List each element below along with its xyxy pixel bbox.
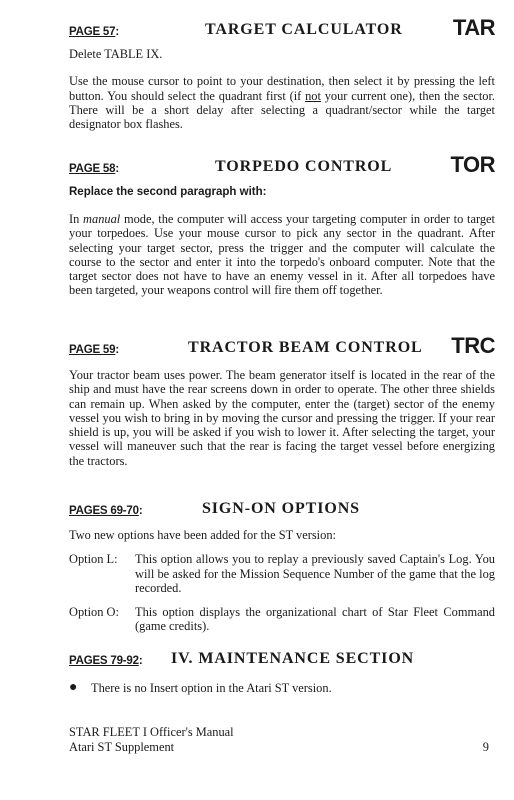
option-label: Option L: (69, 552, 118, 567)
footer-supplement: Atari ST Supplement (69, 740, 175, 754)
footer-manual-title: STAR FLEET I Officer's Manual (69, 725, 234, 739)
section-header (69, 496, 495, 520)
body-paragraph: Your tractor beam uses power. The beam generator itself is located in the rear of the ship and must have the rear screens down in order to operate. The other three shields can remain up. When asked by the computer, enter the (target) sector of the enemy vessel you wish to bring in by moving the cursor and pressing the trigger. If your rear shield is up, you will be asked if you wish to lower it. After selecting the target, your vessel will maneuver such that the rear is facing the target vessel before energizing the tractors. (69, 368, 495, 468)
section-code: TOR (450, 152, 495, 177)
section-title: TORPEDO CONTROL (215, 158, 393, 175)
section-header (69, 17, 495, 41)
page-reference: PAGES 79-92: (69, 655, 143, 667)
option-description: This option displays the organizational chart of Star Fleet Command (game credits). (135, 605, 495, 634)
section-title: TARGET CALCULATOR (205, 21, 403, 38)
page-reference: PAGE 57: (69, 26, 119, 38)
instruction-text: Replace the second paragraph with: (69, 186, 267, 198)
bullet-item (69, 681, 495, 695)
section-maintenance (69, 646, 495, 695)
body-text: Delete TABLE IX. (69, 47, 163, 61)
section-title: IV. MAINTENANCE SECTION (171, 650, 415, 667)
page-reference: PAGE 59: (69, 344, 119, 356)
option-l (69, 552, 495, 595)
option-description: This option allows you to replay a previously saved Captain's Log. You will be asked for the Mission Sequence Number of the game that the log recorded. (135, 552, 495, 595)
section-tractor-beam-control (69, 335, 495, 468)
page-reference: PAGES 69-70: (69, 505, 143, 517)
body-text: Two new options have been added for the ST version: (69, 528, 336, 542)
section-sign-on-options (69, 496, 495, 634)
page-number: 9 (482, 740, 489, 754)
section-target-calculator (69, 17, 495, 131)
page-footer (69, 725, 489, 755)
bullet-icon: ● (69, 680, 78, 695)
section-header (69, 154, 495, 178)
section-title: TRACTOR BEAM CONTROL (188, 339, 423, 356)
section-title: SIGN-ON OPTIONS (202, 500, 360, 517)
section-code: TAR (452, 15, 495, 40)
section-header (69, 646, 495, 670)
section-header (69, 335, 495, 359)
section-code: TRC (451, 333, 495, 358)
option-label: Option O: (69, 605, 119, 620)
page-reference: PAGE 58: (69, 163, 119, 175)
option-o (69, 605, 495, 634)
section-torpedo-control (69, 154, 495, 298)
bullet-text: There is no Insert option in the Atari ST version. (91, 681, 332, 695)
body-paragraph: Use the mouse cursor to point to your destination, then select it by pressing the left button. You should select the quadrant first (if not your current one), then the sector. There will be a short delay after selecting a quadrant/sector while the target designator box flashes. (69, 74, 496, 132)
body-paragraph: In manual mode, the computer will access your targeting computer in order to target your torpedoes. Use your mouse cursor to pick any sector in the quadrant. After selecting your target sector, press the trigger and the computer will calculate the course to the sector and enter it into the torpedo's onboard computer. Note that the target sector does not have to have an enemy vessel in it. After all torpedoes have been targeted, your weapons control will fire them off together. (69, 212, 495, 298)
